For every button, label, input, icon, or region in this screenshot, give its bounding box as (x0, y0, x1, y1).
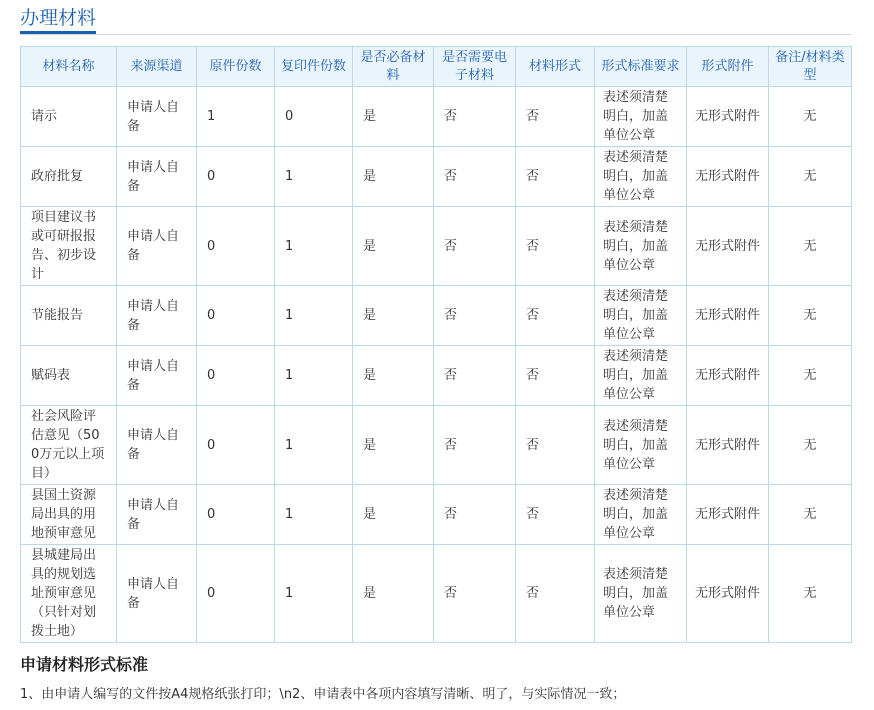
electronic-cell: 否 (434, 346, 516, 406)
note-cell: 无 (769, 286, 852, 346)
note-cell: 无 (769, 87, 852, 147)
material-name-cell: 项目建议书或可研报报告、初步设计 (21, 207, 117, 286)
column-header-required: 是否必备材料 (353, 47, 434, 87)
column-header-form: 材料形式 (516, 47, 595, 87)
form-standard-cell: 表述须清楚明白，加盖单位公章 (595, 545, 687, 643)
source-cell: 申请人自备 (117, 406, 197, 485)
form-standard-cell: 表述须清楚明白，加盖单位公章 (595, 485, 687, 545)
form-cell: 否 (516, 406, 595, 485)
form-attachment-cell: 无形式附件 (687, 545, 769, 643)
column-header-photocopies: 复印件份数 (275, 47, 353, 87)
section-title: 办理材料 (20, 7, 97, 29)
required-cell: 是 (353, 147, 434, 207)
required-cell: 是 (353, 87, 434, 147)
electronic-cell: 否 (434, 147, 516, 207)
photocopies-cell: 1 (275, 286, 353, 346)
form-attachment-cell: 无形式附件 (687, 286, 769, 346)
source-cell: 申请人自备 (117, 346, 197, 406)
form-cell: 否 (516, 545, 595, 643)
source-cell: 申请人自备 (117, 147, 197, 207)
note-cell: 无 (769, 346, 852, 406)
photocopies-cell: 1 (275, 207, 353, 286)
required-cell: 是 (353, 545, 434, 643)
required-cell: 是 (353, 286, 434, 346)
materials-table (20, 46, 852, 643)
column-header-name: 材料名称 (21, 47, 117, 87)
original-copies-cell: 0 (197, 286, 275, 346)
electronic-cell: 否 (434, 286, 516, 346)
photocopies-cell: 1 (275, 485, 353, 545)
material-name-cell: 县城建局出具的规划选址预审意见（只针对划拨土地） (21, 545, 117, 643)
note-cell: 无 (769, 545, 852, 643)
photocopies-cell: 1 (275, 147, 353, 207)
form-standards-heading: 申请材料形式标准 (20, 655, 149, 674)
source-cell: 申请人自备 (117, 545, 197, 643)
form-cell: 否 (516, 286, 595, 346)
original-copies-cell: 0 (197, 406, 275, 485)
table-row (21, 286, 852, 346)
material-name-cell: 赋码表 (21, 346, 117, 406)
note-cell: 无 (769, 207, 852, 286)
form-attachment-cell: 无形式附件 (687, 147, 769, 207)
original-copies-cell: 0 (197, 485, 275, 545)
table-row (21, 87, 852, 147)
original-copies-cell: 0 (197, 545, 275, 643)
source-cell: 申请人自备 (117, 485, 197, 545)
original-copies-cell: 0 (197, 207, 275, 286)
form-standard-cell: 表述须清楚明白，加盖单位公章 (595, 286, 687, 346)
column-header-form-attachment: 形式附件 (687, 47, 769, 87)
required-cell: 是 (353, 346, 434, 406)
column-header-source: 来源渠道 (117, 47, 197, 87)
form-standard-cell: 表述须清楚明白，加盖单位公章 (595, 406, 687, 485)
original-copies-cell: 0 (197, 346, 275, 406)
form-attachment-cell: 无形式附件 (687, 485, 769, 545)
electronic-cell: 否 (434, 545, 516, 643)
form-cell: 否 (516, 87, 595, 147)
material-name-cell: 节能报告 (21, 286, 117, 346)
photocopies-cell: 0 (275, 87, 353, 147)
form-standard-cell: 表述须清楚明白，加盖单位公章 (595, 147, 687, 207)
form-attachment-cell: 无形式附件 (687, 207, 769, 286)
electronic-cell: 否 (434, 406, 516, 485)
section-title-underline (20, 31, 96, 34)
column-header-form-standard: 形式标准要求 (595, 47, 687, 87)
table-header-row (21, 47, 852, 87)
column-header-note: 备注/材料类型 (769, 47, 852, 87)
material-name-cell: 政府批复 (21, 147, 117, 207)
form-cell: 否 (516, 207, 595, 286)
table-row (21, 485, 852, 545)
column-header-original-copies: 原件份数 (197, 47, 275, 87)
form-attachment-cell: 无形式附件 (687, 87, 769, 147)
table-row (21, 147, 852, 207)
form-standards-text: 1、由申请人编写的文件按A4规格纸张打印；\n2、申请表中各项内容填写清晰、明了，与实际情况一致； (20, 687, 626, 702)
source-cell: 申请人自备 (117, 286, 197, 346)
form-standard-cell: 表述须清楚明白，加盖单位公章 (595, 346, 687, 406)
material-name-cell: 社会风险评估意见（500万元以上项目） (21, 406, 117, 485)
original-copies-cell: 0 (197, 147, 275, 207)
form-cell: 否 (516, 346, 595, 406)
note-cell: 无 (769, 147, 852, 207)
note-cell: 无 (769, 485, 852, 545)
table-row (21, 207, 852, 286)
form-standard-cell: 表述须清楚明白，加盖单位公章 (595, 207, 687, 286)
table-row (21, 406, 852, 485)
material-name-cell: 请示 (21, 87, 117, 147)
form-attachment-cell: 无形式附件 (687, 346, 769, 406)
photocopies-cell: 1 (275, 545, 353, 643)
original-copies-cell: 1 (197, 87, 275, 147)
table-row (21, 545, 852, 643)
source-cell: 申请人自备 (117, 207, 197, 286)
photocopies-cell: 1 (275, 406, 353, 485)
material-name-cell: 县国土资源局出具的用地预审意见 (21, 485, 117, 545)
required-cell: 是 (353, 207, 434, 286)
form-attachment-cell: 无形式附件 (687, 406, 769, 485)
section-header (20, 0, 851, 35)
electronic-cell: 否 (434, 485, 516, 545)
form-cell: 否 (516, 147, 595, 207)
table-row (21, 346, 852, 406)
column-header-electronic: 是否需要电子材料 (434, 47, 516, 87)
note-cell: 无 (769, 406, 852, 485)
form-standard-cell: 表述须清楚明白，加盖单位公章 (595, 87, 687, 147)
required-cell: 是 (353, 406, 434, 485)
required-cell: 是 (353, 485, 434, 545)
source-cell: 申请人自备 (117, 87, 197, 147)
electronic-cell: 否 (434, 87, 516, 147)
photocopies-cell: 1 (275, 346, 353, 406)
electronic-cell: 否 (434, 207, 516, 286)
form-cell: 否 (516, 485, 595, 545)
